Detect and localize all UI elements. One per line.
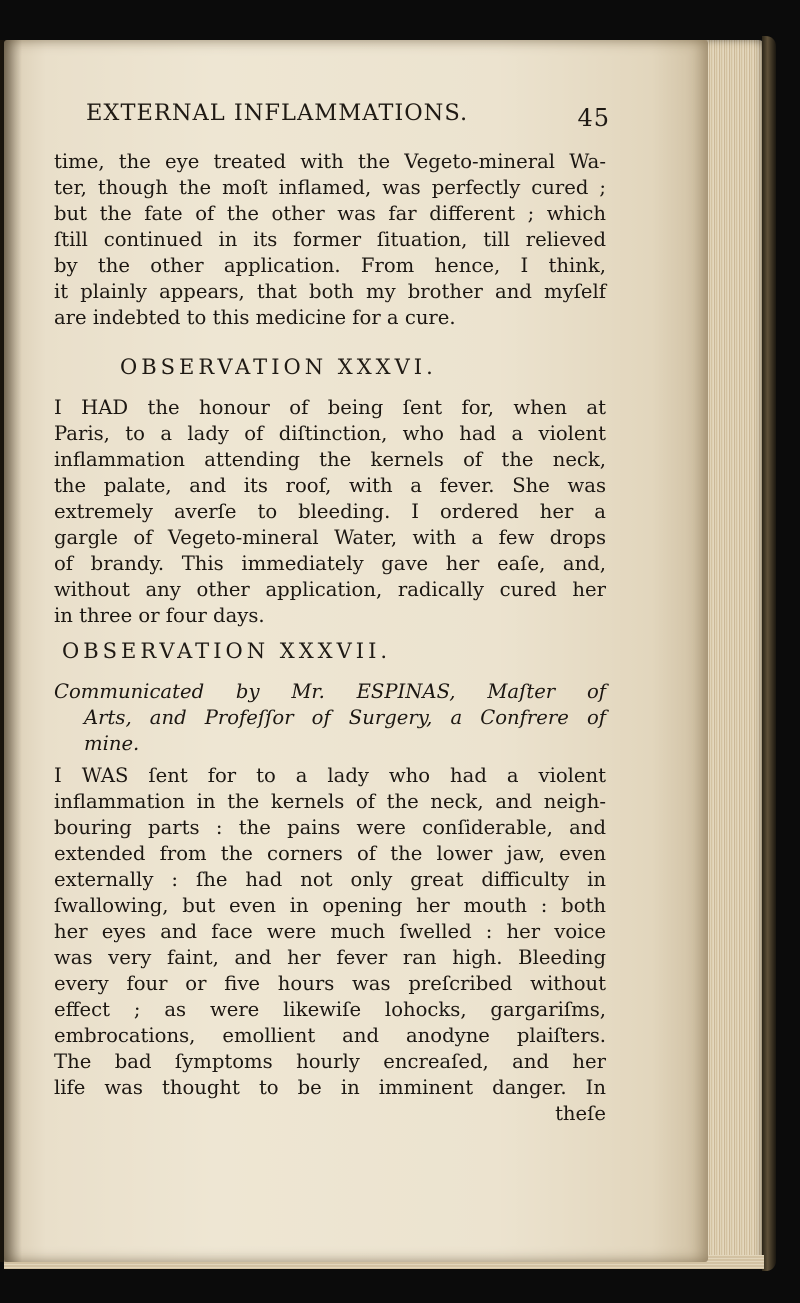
text-line: The bad ſymptoms hourly encreaſed, and her [54, 1050, 606, 1073]
text-line: effect ; as were likewiſe lohocks, gargariſms, [54, 998, 606, 1021]
text-line: embrocations, emollient and anodyne plaiſters. [54, 1024, 606, 1047]
book-cover-edge [762, 36, 776, 1271]
text-line: gargle of Vegeto-mineral Water, with a few drops [54, 526, 606, 549]
text-line: bouring parts : the pains were conſiderable, and [54, 816, 606, 839]
text-line: ter, though the moſt inflamed, was perfectly cured ; [54, 176, 606, 199]
text-line: the palate, and its roof, with a fever. She was [54, 474, 606, 497]
text-line: inflammation in the kernels of the neck, and neigh- [54, 790, 606, 813]
text-line: extended from the corners of the lower jaw, even [54, 842, 606, 865]
text-line: in three or four days. [54, 604, 265, 627]
page-fore-edge [700, 40, 766, 1265]
text-line: was very faint, and her fever ran high. Bleeding [54, 946, 606, 969]
text-line: Arts, and Profeſſor of Surgery, a Confrere of [84, 706, 606, 729]
text-line: of brandy. This immediately gave her eaſe, and, [54, 552, 606, 575]
text-line: but the fate of the other was far different ; which [54, 202, 606, 225]
text-line: by the other application. From hence, I think, [54, 254, 606, 277]
text-line: ſtill continued in its former ſituation, till relieved [54, 228, 606, 251]
running-title: EXTERNAL INFLAMMATIONS. [86, 100, 469, 126]
text-line: externally : ſhe had not only great difficulty in [54, 868, 606, 891]
text-line: her eyes and face were much ſwelled : her voice [54, 920, 606, 943]
text-line: I WAS ſent for to a lady who had a violent [54, 764, 606, 787]
page-number: 45 [577, 104, 610, 132]
text-line: life was thought to be in imminent danger. In [54, 1076, 606, 1099]
text-line: I HAD the honour of being ſent for, when at [54, 396, 606, 419]
running-header [86, 100, 610, 140]
text-line: extremely averſe to bleeding. I ordered her a [54, 500, 606, 523]
catchword: theſe [555, 1102, 606, 1125]
text-line: inflammation attending the kernels of the neck, [54, 448, 606, 471]
text-line: without any other application, radically cured her [54, 578, 606, 601]
text-line: ſwallowing, but even in opening her mouth : both [54, 894, 606, 917]
text-line: Communicated by Mr. ESPINAS, Maſter of [54, 680, 606, 703]
text-line: every four or five hours was preſcribed without [54, 972, 606, 995]
text-line: are indebted to this medicine for a cure. [54, 306, 456, 329]
text-line: it plainly appears, that both my brother and myſelf [54, 280, 606, 303]
spine-shadow [0, 40, 22, 1262]
observation-heading-36: OBSERVATION XXXVI. [120, 355, 437, 379]
observation-heading-37: OBSERVATION XXXVII. [62, 639, 392, 663]
text-line: mine. [84, 732, 140, 755]
text-line: Paris, to a lady of diſtinction, who had a violent [54, 422, 606, 445]
text-line: time, the eye treated with the Vegeto-mineral Wa- [54, 150, 606, 173]
